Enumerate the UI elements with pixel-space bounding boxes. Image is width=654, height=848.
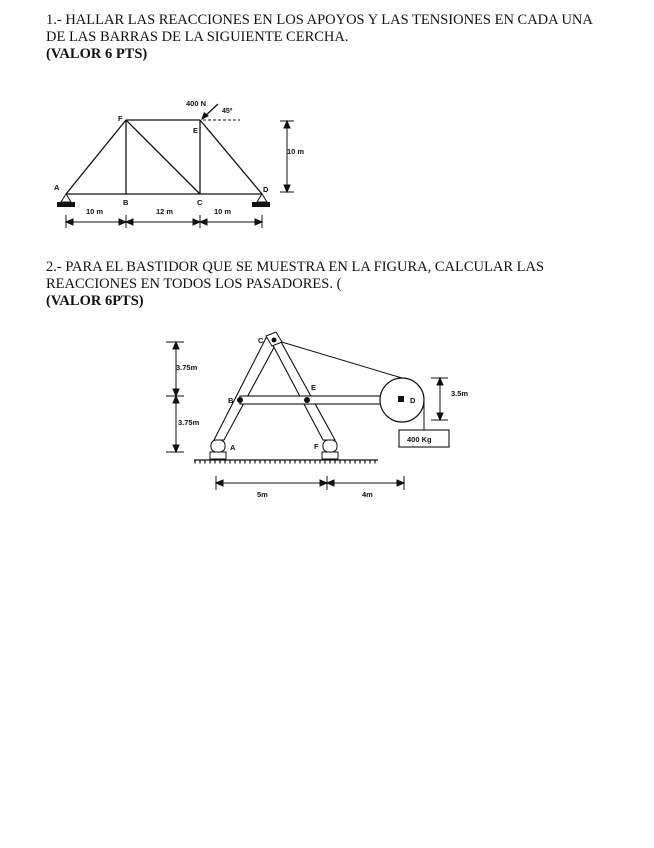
node-a: A bbox=[230, 443, 236, 452]
upper-height-label: 3.75m bbox=[176, 363, 198, 372]
span-bc-label: 12 m bbox=[156, 207, 174, 216]
load-label: 400 N bbox=[186, 99, 207, 108]
member-cf bbox=[268, 336, 335, 440]
node-f: F bbox=[314, 442, 319, 451]
node-c: C bbox=[197, 198, 203, 207]
pulley-height-label: 3.5m bbox=[451, 389, 469, 398]
mass-label: 400 Kg bbox=[407, 435, 432, 444]
pulley-dimension bbox=[431, 378, 448, 420]
span-ab-label: 10 m bbox=[86, 207, 104, 216]
problem-1-line-2: DE LAS BARRAS DE LA SIGUIENTE CERCHA. bbox=[46, 29, 349, 45]
span-fd-label: 4m bbox=[362, 490, 373, 499]
problem-2-line-1: 2.- PARA EL BASTIDOR QUE SE MUESTRA EN LA FIGURA, CALCULAR LAS bbox=[46, 259, 545, 275]
node-d: D bbox=[410, 396, 416, 405]
problem-2-line-2: REACCIONES EN TODOS LOS PASADORES. ( bbox=[46, 276, 342, 292]
node-e: E bbox=[193, 126, 199, 135]
problem-1-value: (VALOR 6 PTS) bbox=[46, 46, 148, 62]
node-c: C bbox=[258, 336, 264, 345]
node-a: A bbox=[54, 183, 60, 192]
vertical-dimension bbox=[166, 342, 184, 452]
horizontal-dimension bbox=[216, 476, 404, 490]
node-b: B bbox=[228, 396, 234, 405]
support-f bbox=[322, 440, 338, 459]
span-cd-label: 10 m bbox=[214, 207, 232, 216]
support-a bbox=[210, 440, 226, 459]
node-f: F bbox=[118, 114, 123, 123]
member-bd bbox=[240, 396, 404, 404]
member-ac bbox=[214, 338, 278, 440]
ground bbox=[194, 460, 378, 462]
node-e: E bbox=[311, 383, 317, 392]
node-d: D bbox=[263, 185, 269, 194]
height-label: 10 m bbox=[287, 147, 305, 156]
angle-label: 45º bbox=[222, 108, 233, 115]
problem-1-line-1: 1.- HALLAR LAS REACCIONES EN LOS APOYOS Y LAS TENSIONES EN CADA UNA bbox=[46, 12, 593, 28]
problem-2-value: (VALOR 6PTS) bbox=[46, 293, 144, 309]
node-b: B bbox=[123, 198, 129, 207]
span-af-label: 5m bbox=[257, 490, 268, 499]
lower-height-label: 3.75m bbox=[178, 418, 200, 427]
frame-members bbox=[214, 332, 424, 440]
